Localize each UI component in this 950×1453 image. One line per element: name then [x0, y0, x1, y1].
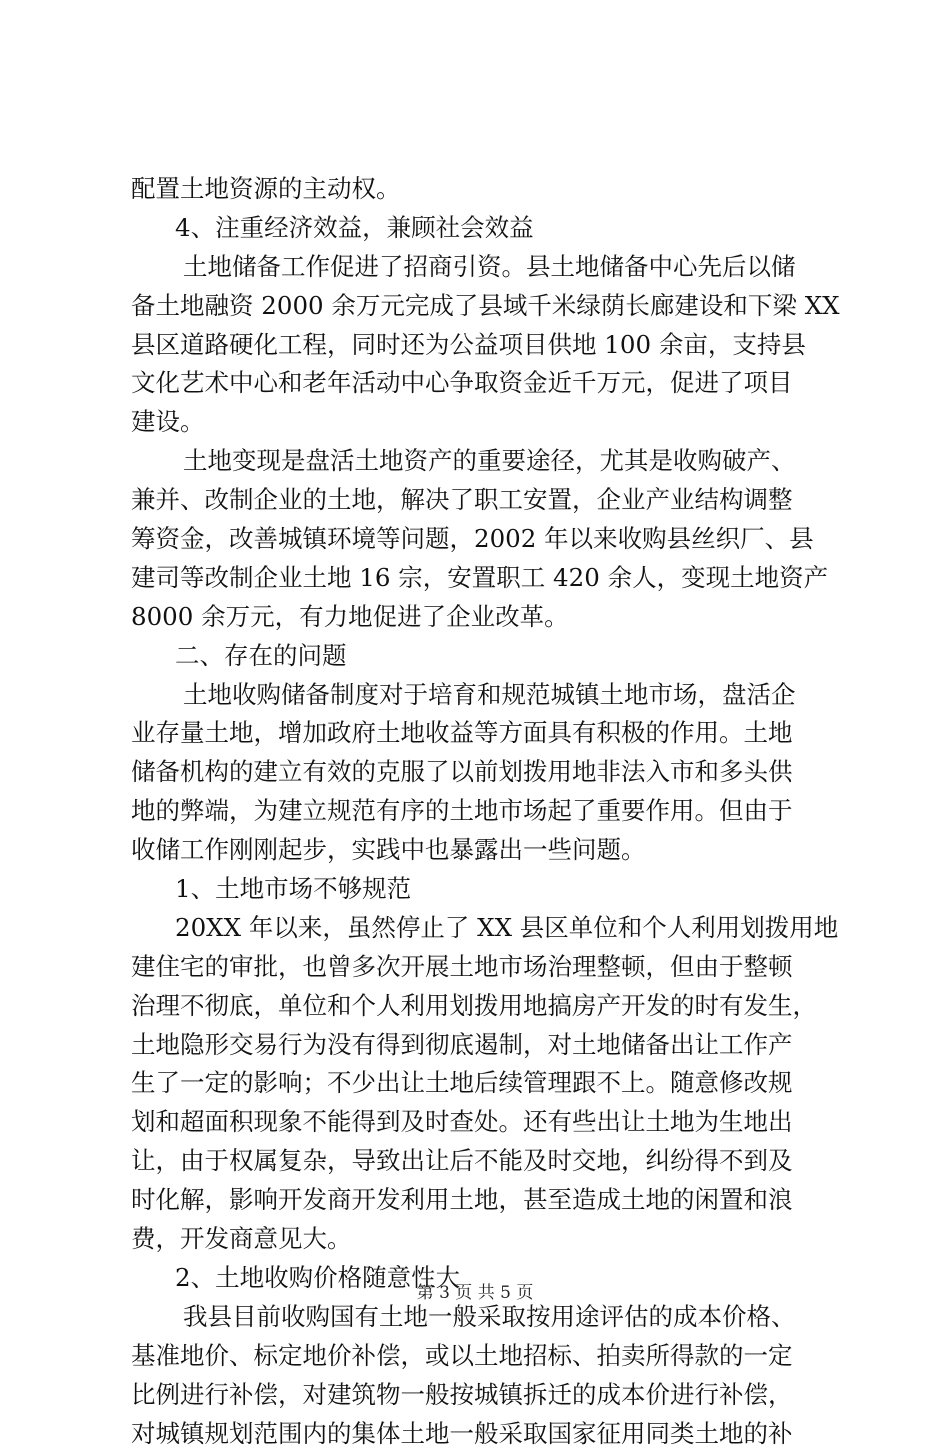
- text-line: 建设。: [131, 403, 831, 442]
- text-line: 收储工作刚刚起步，实践中也暴露出一些问题。: [131, 831, 831, 870]
- text-line: 筹资金，改善城镇环境等问题，2002 年以来收购县丝织厂、县: [131, 520, 831, 559]
- text-line: 费，开发商意见大。: [131, 1220, 831, 1259]
- section-heading: 二、存在的问题: [131, 637, 831, 676]
- text-line: 土地隐形交易行为没有得到彻底遏制，对土地储备出让工作产: [131, 1026, 831, 1065]
- text-line: 划和超面积现象不能得到及时查处。还有些出让土地为生地出: [131, 1103, 831, 1142]
- text-line: 土地收购储备制度对于培育和规范城镇土地市场，盘活企: [131, 676, 831, 715]
- text-line: 我县目前收购国有土地一般采取按用途评估的成本价格、: [131, 1298, 831, 1337]
- text-line: 8000 余万元，有力地促进了企业改革。: [131, 598, 831, 637]
- text-line: 备土地融资 2000 余万元完成了县域千米绿荫长廊建设和下梁 XX: [131, 287, 831, 326]
- text-line: 土地变现是盘活土地资产的重要途径，尤其是收购破产、: [131, 442, 831, 481]
- text-line: 生了一定的影响；不少出让土地后续管理跟不上。随意修改规: [131, 1064, 831, 1103]
- text-line: 20XX 年以来，虽然停止了 XX 县区单位和个人利用划拨用地: [131, 909, 831, 948]
- section-heading: 2、土地收购价格随意性大: [131, 1259, 831, 1298]
- text-line: 建住宅的审批，也曾多次开展土地市场治理整顿，但由于整顿: [131, 948, 831, 987]
- text-line: 对城镇规划范围内的集体土地一般采取国家征用同类土地的补: [131, 1415, 831, 1453]
- text-line: 文化艺术中心和老年活动中心争取资金近千万元，促进了项目: [131, 364, 831, 403]
- text-line: 土地储备工作促进了招商引资。县土地储备中心先后以储: [131, 248, 831, 287]
- text-line: 基准地价、标定地价补偿，或以土地招标、拍卖所得款的一定: [131, 1337, 831, 1376]
- section-heading: 4、注重经济效益，兼顾社会效益: [131, 209, 831, 248]
- text-line: 配置土地资源的主动权。: [131, 170, 831, 209]
- text-line: 比例进行补偿，对建筑物一般按城镇拆迁的成本价进行补偿，: [131, 1376, 831, 1415]
- text-line: 治理不彻底，单位和个人利用划拨用地搞房产开发的时有发生，: [131, 987, 831, 1026]
- page-number-footer: 第 3 页 共 5 页: [0, 1282, 950, 1304]
- text-line: 储备机构的建立有效的克服了以前划拨用地非法入市和多头供: [131, 753, 831, 792]
- body-text: [131, 170, 831, 1453]
- text-line: 县区道路硬化工程，同时还为公益项目供地 100 余亩，支持县: [131, 326, 831, 365]
- text-line: 兼并、改制企业的土地，解决了职工安置，企业产业结构调整: [131, 481, 831, 520]
- text-line: 建司等改制企业土地 16 宗，安置职工 420 余人，变现土地资产: [131, 559, 831, 598]
- text-line: 时化解，影响开发商开发利用土地，甚至造成土地的闲置和浪: [131, 1181, 831, 1220]
- text-line: 业存量土地，增加政府土地收益等方面具有积极的作用。土地: [131, 714, 831, 753]
- text-line: 地的弊端，为建立规范有序的土地市场起了重要作用。但由于: [131, 792, 831, 831]
- section-heading: 1、土地市场不够规范: [131, 870, 831, 909]
- text-line: 让，由于权属复杂，导致出让后不能及时交地，纠纷得不到及: [131, 1142, 831, 1181]
